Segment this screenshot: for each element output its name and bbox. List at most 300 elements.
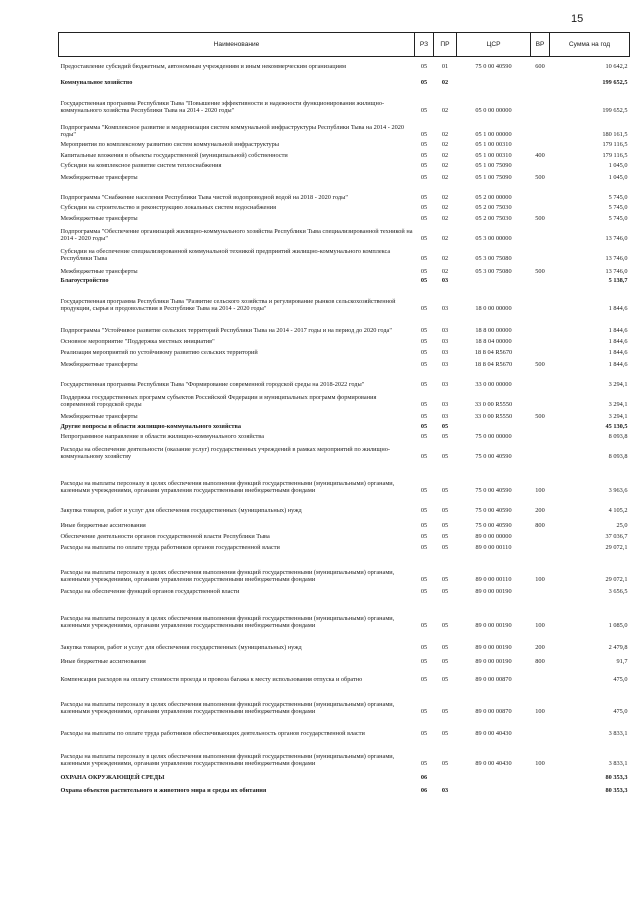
cell-sum: 1 844,6 (608, 361, 628, 369)
cell-rz: 05 (420, 268, 428, 276)
cell-sum: 13 746,0 (605, 235, 628, 243)
cell-rz: 06 (420, 774, 428, 782)
cell-vr (531, 782, 550, 795)
table-row (59, 441, 630, 461)
cell-pr: 05 (441, 708, 449, 716)
cell-csr: 05 2 00 75030 (475, 204, 512, 212)
cell-sum: 13 746,0 (605, 268, 628, 276)
cell-vr (531, 202, 550, 212)
cell-rz: 05 (420, 305, 428, 313)
cell-csr: 89 0 00 00870 (475, 676, 512, 684)
cell-name: Межбюджетные трансферты (60, 268, 138, 276)
cell-sum: 29 072,1 (605, 544, 628, 552)
cell-pr: 05 (441, 522, 449, 530)
cell-pr: 05 (441, 658, 449, 666)
cell-sum: 37 036,7 (605, 533, 628, 541)
cell-vr (531, 346, 550, 357)
cell-pr: 05 (441, 544, 449, 552)
cell-vr: 500 (535, 174, 545, 182)
cell-sum: 3 294,1 (608, 381, 628, 389)
cell-name: Другие вопросы в области жилищно-коммунального хозяйства (60, 423, 242, 431)
cell-rz: 05 (420, 522, 428, 530)
table-row (59, 541, 630, 552)
cell-pr: 03 (441, 305, 449, 313)
cell-sum: 91,7 (616, 658, 628, 666)
cell-vr (531, 666, 550, 684)
cell-rz: 05 (420, 152, 428, 160)
cell-rz: 05 (420, 338, 428, 346)
cell-pr: 02 (441, 235, 449, 243)
cell-sum: 199 652,5 (602, 107, 628, 115)
cell-csr: 33 0 00 R5550 (474, 401, 513, 409)
cell-csr: 75 0 00 40590 (475, 507, 512, 515)
cell-pr: 02 (441, 215, 449, 223)
cell-pr: 02 (441, 255, 449, 263)
header-name: Наименование (59, 33, 415, 57)
table-row (59, 243, 630, 263)
cell-vr (531, 160, 550, 170)
cell-name: Расходы на выплаты персоналу в целях обеспечения выполнения функций государственными (муниципальными) органами, казенными учреждениями, органами управления государственными внебюджетными фондами (60, 479, 395, 495)
cell-name: Субсидии на строительство и реконструкцию локальных систем водоснабжения (60, 204, 276, 212)
table-row (59, 630, 630, 652)
cell-csr: 05 1 00 00310 (475, 141, 512, 149)
cell-sum: 1 045,0 (608, 162, 628, 170)
cell-sum: 179 116,5 (602, 141, 628, 149)
header-csr: ЦСР (457, 33, 531, 57)
table-row (59, 369, 630, 389)
cell-vr: 200 (535, 644, 545, 652)
table-row (59, 652, 630, 666)
cell-pr: 05 (441, 644, 449, 652)
cell-csr (457, 276, 531, 285)
cell-vr: 500 (535, 361, 545, 369)
table-row (59, 738, 630, 768)
cell-vr: 500 (535, 268, 545, 276)
table-row (59, 223, 630, 243)
cell-csr: 05 2 00 75030 (475, 215, 512, 223)
cell-name: Государственная программа Республики Тыва "Развитие сельского хозяйства и регулирование рынков сельскохозяйственной продукции, сырья и продовольствия в Республике Тыва на 2014 - 2020 годы" (60, 297, 396, 313)
cell-sum: 1 844,6 (608, 327, 628, 335)
cell-name: Поддержка государственных программ субъектов Российской Федерации и муниципальных программ формирования современной городской среды (60, 393, 377, 409)
cell-csr: 75 0 00 40590 (475, 522, 512, 530)
cell-name: Охрана объектов растительного и животного мира и среды их обитания (60, 787, 267, 795)
cell-vr: 400 (535, 152, 545, 160)
cell-sum: 1 085,0 (608, 622, 628, 630)
table-row (59, 139, 630, 149)
cell-vr (531, 335, 550, 346)
cell-sum: 3 833,1 (608, 760, 628, 768)
cell-rz: 05 (420, 63, 428, 71)
cell-sum: 8 093,8 (608, 433, 628, 441)
cell-name: Подпрограмма "Обеспечение организаций жилищно-коммунального хозяйства Республики Тыва специализированной техникой на 2014 - 2020 годы" (60, 227, 413, 243)
cell-name: Межбюджетные трансферты (60, 361, 138, 369)
cell-rz: 05 (420, 658, 428, 666)
cell-name: Расходы на выплаты персоналу в целях обеспечения выполнения функций государственными (муниципальными) органами, казенными учреждениями, органами управления государственными внебюджетными фондами (60, 568, 395, 584)
cell-csr: 05 1 00 75090 (475, 174, 512, 182)
table-row (59, 202, 630, 212)
cell-vr (531, 530, 550, 541)
cell-rz: 05 (420, 453, 428, 461)
cell-sum: 5 745,0 (608, 204, 628, 212)
cell-csr: 18 8 00 00000 (475, 327, 512, 335)
cell-pr: 05 (441, 507, 449, 515)
cell-sum: 1 844,6 (608, 338, 628, 346)
cell-csr (457, 768, 531, 782)
cell-csr: 05 0 00 00000 (475, 107, 512, 115)
cell-sum: 3 963,6 (608, 487, 628, 495)
cell-name: ОХРАНА ОКРУЖАЮЩЕЙ СРЕДЫ (60, 774, 165, 782)
cell-name: Государственная программа Республики Тыва "Формирование современной городской среды на 2018-2022 годы" (60, 381, 365, 389)
table-row (59, 160, 630, 170)
cell-name: Благоустройство (60, 277, 109, 285)
table-row (59, 431, 630, 441)
cell-csr (457, 782, 531, 795)
cell-vr (531, 369, 550, 389)
cell-vr: 200 (535, 507, 545, 515)
table-row (59, 57, 630, 71)
cell-rz: 05 (420, 162, 428, 170)
cell-vr (531, 431, 550, 441)
cell-vr (531, 223, 550, 243)
cell-sum: 199 652,5 (602, 79, 628, 87)
cell-name: Межбюджетные трансферты (60, 174, 138, 182)
cell-pr: 02 (441, 79, 449, 87)
cell-name: Расходы на выплаты по оплате труда работников органов государственной власти (60, 544, 280, 552)
cell-sum: 80 353,3 (605, 774, 628, 782)
table-row (59, 389, 630, 409)
table-row (59, 263, 630, 276)
cell-pr: 05 (441, 588, 449, 596)
table-row (59, 515, 630, 530)
cell-pr: 05 (441, 487, 449, 495)
cell-name: Подпрограмма "Комплексное развитие и модернизация систем коммунальной инфраструктуры Республики Тыва на 2014 - 2020 годы" (60, 123, 405, 139)
cell-rz: 05 (420, 576, 428, 584)
cell-pr: 03 (441, 401, 449, 409)
cell-pr: 03 (441, 327, 449, 335)
cell-csr: 18 8 04 00000 (475, 338, 512, 346)
cell-csr: 89 0 00 00000 (475, 533, 512, 541)
cell-pr: 01 (441, 63, 449, 71)
cell-vr: 100 (535, 576, 545, 584)
cell-pr: 03 (441, 787, 449, 795)
cell-csr (457, 421, 531, 431)
cell-name: Расходы на выплаты персоналу в целях обеспечения выполнения функций государственными (муниципальными) органами, казенными учреждениями, органами управления государственными внебюджетными фондами (60, 752, 395, 768)
header-pr: ПР (434, 33, 457, 57)
cell-vr (531, 115, 550, 139)
cell-name: Расходы на обеспечение функций органов государственной власти (60, 588, 240, 596)
cell-csr: 33 0 00 R5550 (474, 413, 513, 421)
cell-pr: 05 (441, 622, 449, 630)
cell-name: Коммунальное хозяйство (60, 79, 133, 87)
cell-rz: 05 (420, 760, 428, 768)
cell-sum: 13 746,0 (605, 255, 628, 263)
cell-csr: 05 3 00 75080 (475, 268, 512, 276)
cell-rz: 05 (420, 622, 428, 630)
cell-pr: 02 (441, 152, 449, 160)
cell-pr: 02 (441, 268, 449, 276)
cell-name: Межбюджетные трансферты (60, 215, 138, 223)
cell-vr: 500 (535, 413, 545, 421)
cell-name: Закупка товаров, работ и услуг для обеспечения государственных (муниципальных) нужд (60, 644, 302, 652)
cell-sum: 3 833,1 (608, 730, 628, 738)
cell-pr: 02 (441, 107, 449, 115)
cell-sum: 3 656,5 (608, 588, 628, 596)
cell-sum: 475,0 (613, 676, 628, 684)
cell-pr: 03 (441, 349, 449, 357)
cell-sum: 4 105,2 (608, 507, 628, 515)
table-row (59, 782, 630, 795)
cell-csr: 89 0 00 00190 (475, 644, 512, 652)
cell-pr: 05 (441, 730, 449, 738)
cell-sum: 1 844,6 (608, 305, 628, 313)
cell-sum: 80 353,3 (605, 787, 628, 795)
cell-csr: 89 0 00 00110 (475, 576, 512, 584)
cell-name: Иные бюджетные ассигнования (60, 522, 146, 530)
page-number: 15 (571, 13, 584, 25)
cell-sum: 1 844,6 (608, 349, 628, 357)
cell-sum: 180 161,5 (602, 131, 628, 139)
cell-name: Непрограммное направление в области жилищно-коммунального хозяйства (60, 433, 264, 441)
cell-pr: 02 (441, 174, 449, 182)
cell-name: Реализация мероприятий по устойчивому развитию сельских территорий (60, 349, 258, 357)
cell-vr (531, 441, 550, 461)
cell-vr (531, 276, 550, 285)
cell-name: Подпрограмма "Устойчивое развитие сельских территорий Республики Тыва на 2014 - 2017 годы и на период до 2020 года" (60, 327, 392, 335)
cell-vr: 100 (535, 487, 545, 495)
cell-vr: 800 (535, 658, 545, 666)
cell-vr (531, 243, 550, 263)
table-row (59, 768, 630, 782)
table-row (59, 716, 630, 738)
cell-csr: 05 3 00 00000 (475, 235, 512, 243)
cell-name: Субсидии на обеспечение специализированной коммунальной техникой предприятий жилищно-коммунального комплекса Республики Тыва (60, 247, 391, 263)
header-sum: Сумма на год (550, 33, 630, 57)
cell-vr (531, 71, 550, 87)
header-rz: РЗ (415, 33, 434, 57)
budget-table (58, 32, 630, 795)
cell-sum: 5 745,0 (608, 194, 628, 202)
table-row (59, 584, 630, 596)
cell-vr (531, 285, 550, 313)
cell-csr (457, 71, 531, 87)
cell-pr: 05 (441, 423, 449, 431)
cell-csr: 89 0 00 00870 (475, 708, 512, 716)
cell-vr: 600 (535, 63, 545, 71)
cell-pr: 02 (441, 141, 449, 149)
cell-rz: 05 (420, 588, 428, 596)
cell-vr: 800 (535, 522, 545, 530)
cell-pr: 05 (441, 676, 449, 684)
cell-csr: 05 2 00 00000 (475, 194, 512, 202)
cell-sum: 475,0 (613, 708, 628, 716)
cell-pr: 05 (441, 533, 449, 541)
cell-rz: 05 (420, 433, 428, 441)
cell-name: Субсидии на комплексное развитие систем теплоснабжения (60, 162, 222, 170)
cell-name: Расходы на выплаты персоналу в целях обеспечения выполнения функций государственными (муниципальными) органами, казенными учреждениями, органами управления государственными внебюджетными фондами (60, 614, 395, 630)
cell-pr: 05 (441, 453, 449, 461)
cell-csr: 75 0 00 40590 (475, 453, 512, 461)
cell-vr (531, 716, 550, 738)
cell-vr: 500 (535, 215, 545, 223)
table-row (59, 684, 630, 716)
cell-pr: 03 (441, 361, 449, 369)
cell-rz: 05 (420, 401, 428, 409)
cell-csr: 89 0 00 00110 (475, 544, 512, 552)
cell-vr (531, 768, 550, 782)
cell-pr: 02 (441, 131, 449, 139)
cell-vr: 100 (535, 708, 545, 716)
cell-sum: 5 745,0 (608, 215, 628, 223)
cell-name: Основное мероприятие "Поддержка местных инициатив" (60, 338, 215, 346)
table-row (59, 285, 630, 313)
cell-csr: 89 0 00 40430 (475, 730, 512, 738)
table-row (59, 666, 630, 684)
table-row (59, 335, 630, 346)
cell-rz: 05 (420, 107, 428, 115)
cell-rz: 05 (420, 730, 428, 738)
table-row (59, 212, 630, 223)
cell-sum: 2 479,8 (608, 644, 628, 652)
cell-rz: 05 (420, 423, 428, 431)
cell-rz: 05 (420, 533, 428, 541)
cell-csr: 75 0 00 40590 (475, 487, 512, 495)
cell-rz: 05 (420, 215, 428, 223)
header-vr: ВР (531, 33, 550, 57)
table-row (59, 346, 630, 357)
table-row (59, 149, 630, 160)
cell-csr: 05 1 00 00000 (475, 131, 512, 139)
table-row (59, 530, 630, 541)
cell-vr (531, 182, 550, 202)
cell-pr: 05 (441, 760, 449, 768)
cell-csr: 75 0 00 40590 (475, 63, 512, 71)
table-row (59, 409, 630, 421)
cell-rz: 05 (420, 544, 428, 552)
cell-sum: 5 138,7 (608, 277, 628, 285)
cell-pr: 02 (441, 204, 449, 212)
cell-rz: 05 (420, 349, 428, 357)
cell-name: Расходы на выплаты персоналу в целях обеспечения выполнения функций государственными (муниципальными) органами, казенными учреждениями, органами управления государственными внебюджетными фондами (60, 700, 395, 716)
cell-rz: 05 (420, 708, 428, 716)
cell-pr: 03 (441, 413, 449, 421)
cell-vr (531, 87, 550, 115)
table-row (59, 421, 630, 431)
cell-rz: 05 (420, 277, 428, 285)
cell-rz: 05 (420, 361, 428, 369)
cell-csr: 89 0 00 00190 (475, 658, 512, 666)
cell-name: Обеспечение деятельности органов государственной власти Республики Тыва (60, 533, 270, 541)
cell-name: Подпрограмма "Снабжение населения Республики Тыва чистой водопроводной водой на 2018 - 2020 годы" (60, 194, 348, 202)
cell-pr: 05 (441, 433, 449, 441)
cell-rz: 05 (420, 174, 428, 182)
cell-rz: 05 (420, 381, 428, 389)
cell-name: Предоставление субсидий бюджетным, автономным учреждениям и иным некоммерческим организациям (60, 63, 346, 71)
cell-sum: 3 294,1 (608, 413, 628, 421)
cell-sum: 45 130,5 (605, 423, 628, 431)
cell-rz: 05 (420, 676, 428, 684)
cell-vr: 100 (535, 622, 545, 630)
table-row (59, 552, 630, 584)
cell-csr: 89 0 00 00190 (475, 622, 512, 630)
cell-rz: 05 (420, 204, 428, 212)
table-row (59, 182, 630, 202)
table-row (59, 170, 630, 182)
cell-name: Государственная программа Республики Тыва "Повышение эффективности и надежности функционирования жилищно-коммунального хозяйства Республики Тыва на 2014 - 2020 годы" (60, 99, 385, 115)
cell-sum: 10 642,2 (605, 63, 628, 71)
table-row (59, 461, 630, 495)
cell-csr: 18 0 00 00000 (475, 305, 512, 313)
cell-vr (531, 541, 550, 552)
table-row (59, 71, 630, 87)
cell-name: Мероприятия по комплексному развитию систем коммунальной инфраструктуры (60, 141, 280, 149)
cell-sum: 8 093,8 (608, 453, 628, 461)
cell-rz: 05 (420, 194, 428, 202)
cell-vr (531, 584, 550, 596)
cell-name: Компенсация расходов на оплату стоимости проезда и провоза багажа к месту использования отпуска и обратно (60, 676, 363, 684)
cell-rz: 05 (420, 131, 428, 139)
table-row (59, 495, 630, 515)
cell-name: Расходы на обеспечение деятельности (оказание услуг) государственных учреждений в рамках мероприятий по жилищно-коммунальному хозяйству (60, 445, 391, 461)
cell-rz: 05 (420, 235, 428, 243)
cell-vr (531, 389, 550, 409)
cell-pr: 02 (441, 194, 449, 202)
table-row (59, 596, 630, 630)
cell-pr: 03 (441, 381, 449, 389)
cell-csr: 18 8 04 R5670 (474, 349, 513, 357)
table-row (59, 276, 630, 285)
cell-name: Иные бюджетные ассигнования (60, 658, 146, 666)
cell-pr: 03 (441, 277, 449, 285)
cell-sum: 29 072,1 (605, 576, 628, 584)
cell-rz: 05 (420, 327, 428, 335)
table-body (59, 57, 630, 795)
table-row (59, 87, 630, 115)
cell-vr (531, 139, 550, 149)
cell-vr (531, 313, 550, 335)
cell-csr: 89 0 00 40430 (475, 760, 512, 768)
cell-name: Закупка товаров, работ и услуг для обеспечения государственных (муниципальных) нужд (60, 507, 302, 515)
cell-rz: 05 (420, 79, 428, 87)
cell-csr: 18 8 04 R5670 (474, 361, 513, 369)
cell-rz: 05 (420, 507, 428, 515)
cell-pr: 05 (441, 576, 449, 584)
cell-rz: 05 (420, 141, 428, 149)
cell-csr: 75 0 00 00000 (475, 433, 512, 441)
cell-sum: 1 045,0 (608, 174, 628, 182)
table-row (59, 115, 630, 139)
cell-sum: 3 294,1 (608, 401, 628, 409)
cell-csr: 89 0 00 00190 (475, 588, 512, 596)
cell-rz: 05 (420, 255, 428, 263)
cell-csr: 05 1 00 75090 (475, 162, 512, 170)
cell-vr (531, 421, 550, 431)
cell-sum: 25,0 (616, 522, 628, 530)
cell-csr: 05 1 00 00310 (475, 152, 512, 160)
cell-rz: 05 (420, 487, 428, 495)
table-row (59, 313, 630, 335)
cell-pr: 02 (441, 162, 449, 170)
table-header-row (59, 33, 630, 57)
cell-rz: 06 (420, 787, 428, 795)
cell-pr: 03 (441, 338, 449, 346)
table-row (59, 357, 630, 369)
cell-name: Капитальные вложения в объекты государственной (муниципальной) собственности (60, 152, 288, 160)
cell-csr: 05 3 00 75080 (475, 255, 512, 263)
cell-csr: 33 0 00 00000 (475, 381, 512, 389)
cell-name: Расходы на выплаты по оплате труда работников обеспечивающих деятельность органов государственной власти (60, 730, 365, 738)
cell-vr: 100 (535, 760, 545, 768)
cell-rz: 05 (420, 413, 428, 421)
